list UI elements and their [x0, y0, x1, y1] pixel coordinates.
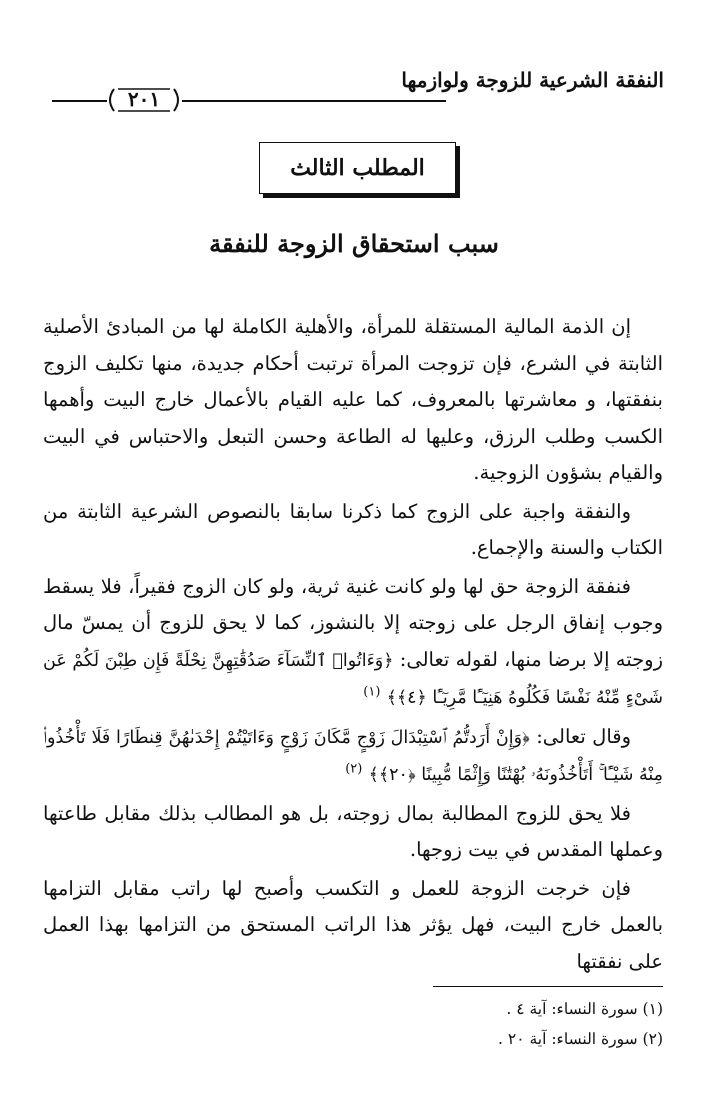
quran-verse: ﴿وَإِنْ أَرَدتُّمُ ٱسْتِبْدَالَ زَوْجٍ مَّكَانَ زَوْجٍ وَءَاتَيْتُمْ إِحْدَىٰهُنَّ قِنطَارًا فَلَا تَأْخُذُوا۟ مِنْهُ شَيْـًٔا ۚ أَتَأْخُذُونَهُۥ بُهْتَٰنًا وَإِثْمًا مُّبِينًا ﴿٢٠﴾﴾: [43, 727, 663, 785]
footnote-marker: (٢): [345, 761, 363, 777]
footnote-rule: [433, 986, 663, 987]
paragraph: إن الذمة المالية المستقلة للمرأة، والأهلية الكاملة لها من المبادئ الأصلية الثابتة في الشرع، فإن تزوجت المرأة ترتبت أحكام جديدة، منها تكليف الزوج بنفقتها، و معاشرتها بالمعروف، كما عليه القيام بالأعمال خارج البيت وأهمها الكسب وطلب الرزق، وعليها له الطاعة وحسن التبعل والاحتباس في البيت والقيام بشؤون الزوجية.: [43, 315, 663, 484]
quran-verse: ﴿وَءَاتُوا۟ ٱلنِّسَآءَ صَدُقَٰتِهِنَّ نِحْلَةً فَإِن طِبْنَ لَكُمْ عَن شَىْءٍ مِّنْهُ نَفْسًا فَكُلُوهُ هَنِيٓـًٔا مَّرِيٓـًٔا ﴿٤﴾﴾: [43, 650, 663, 708]
header-rule: [52, 100, 107, 102]
footnote: (١) سورة النساء: آية ٤ .: [506, 1000, 663, 1018]
section-title-box: [259, 142, 456, 194]
paragraph: [43, 569, 663, 717]
body-text: [43, 309, 663, 982]
paragraph: والنفقة واجبة على الزوج كما ذكرنا سابقا بالنصوص الشرعية الثابتة من الكتاب والسنة والإجماع.: [43, 499, 663, 559]
footnote-marker: (١): [363, 684, 381, 700]
paragraph: [43, 719, 663, 794]
footnote: (٢) سورة النساء: آية ٢٠ .: [498, 1030, 663, 1048]
page-number-frame: [104, 85, 184, 115]
running-title: النفقة الشرعية للزوجة ولوازمها: [401, 68, 664, 92]
paragraph: فإن خرجت الزوجة للعمل و التكسب وأصبح لها راتب مقابل التزامها بالعمل خارج البيت، فهل يؤثر هذا الراتب المستحق من التزامها بهذا العمل على نفقتها: [43, 876, 663, 973]
page-number: ٢٠١: [127, 87, 161, 111]
footnotes: [43, 994, 663, 1054]
section-subtitle: سبب استحقاق الزوجة للنفقة: [209, 229, 499, 258]
paragraph: فلا يحق للزوج المطالبة بمال زوجته، بل هو المطالب بذلك مقابل طاعتها وعملها المقدس في بيت زوجها.: [43, 801, 663, 861]
section-title: المطلب الثالث: [290, 155, 425, 181]
paragraph-text: وقال تعالى:: [536, 724, 632, 748]
header-rule: [182, 100, 446, 102]
paragraph-text: فنفقة الزوجة حق لها ولو كانت غنية ثرية، ولو كان الزوج فقيراً، فلا يسقط وجوب إنفاق الرجل على زوجته إلا بالنشوز، كما لا يحق للزوج أن يمسّ مال زوجته إلا برضا منها، لقوله تعالى:: [43, 574, 663, 671]
